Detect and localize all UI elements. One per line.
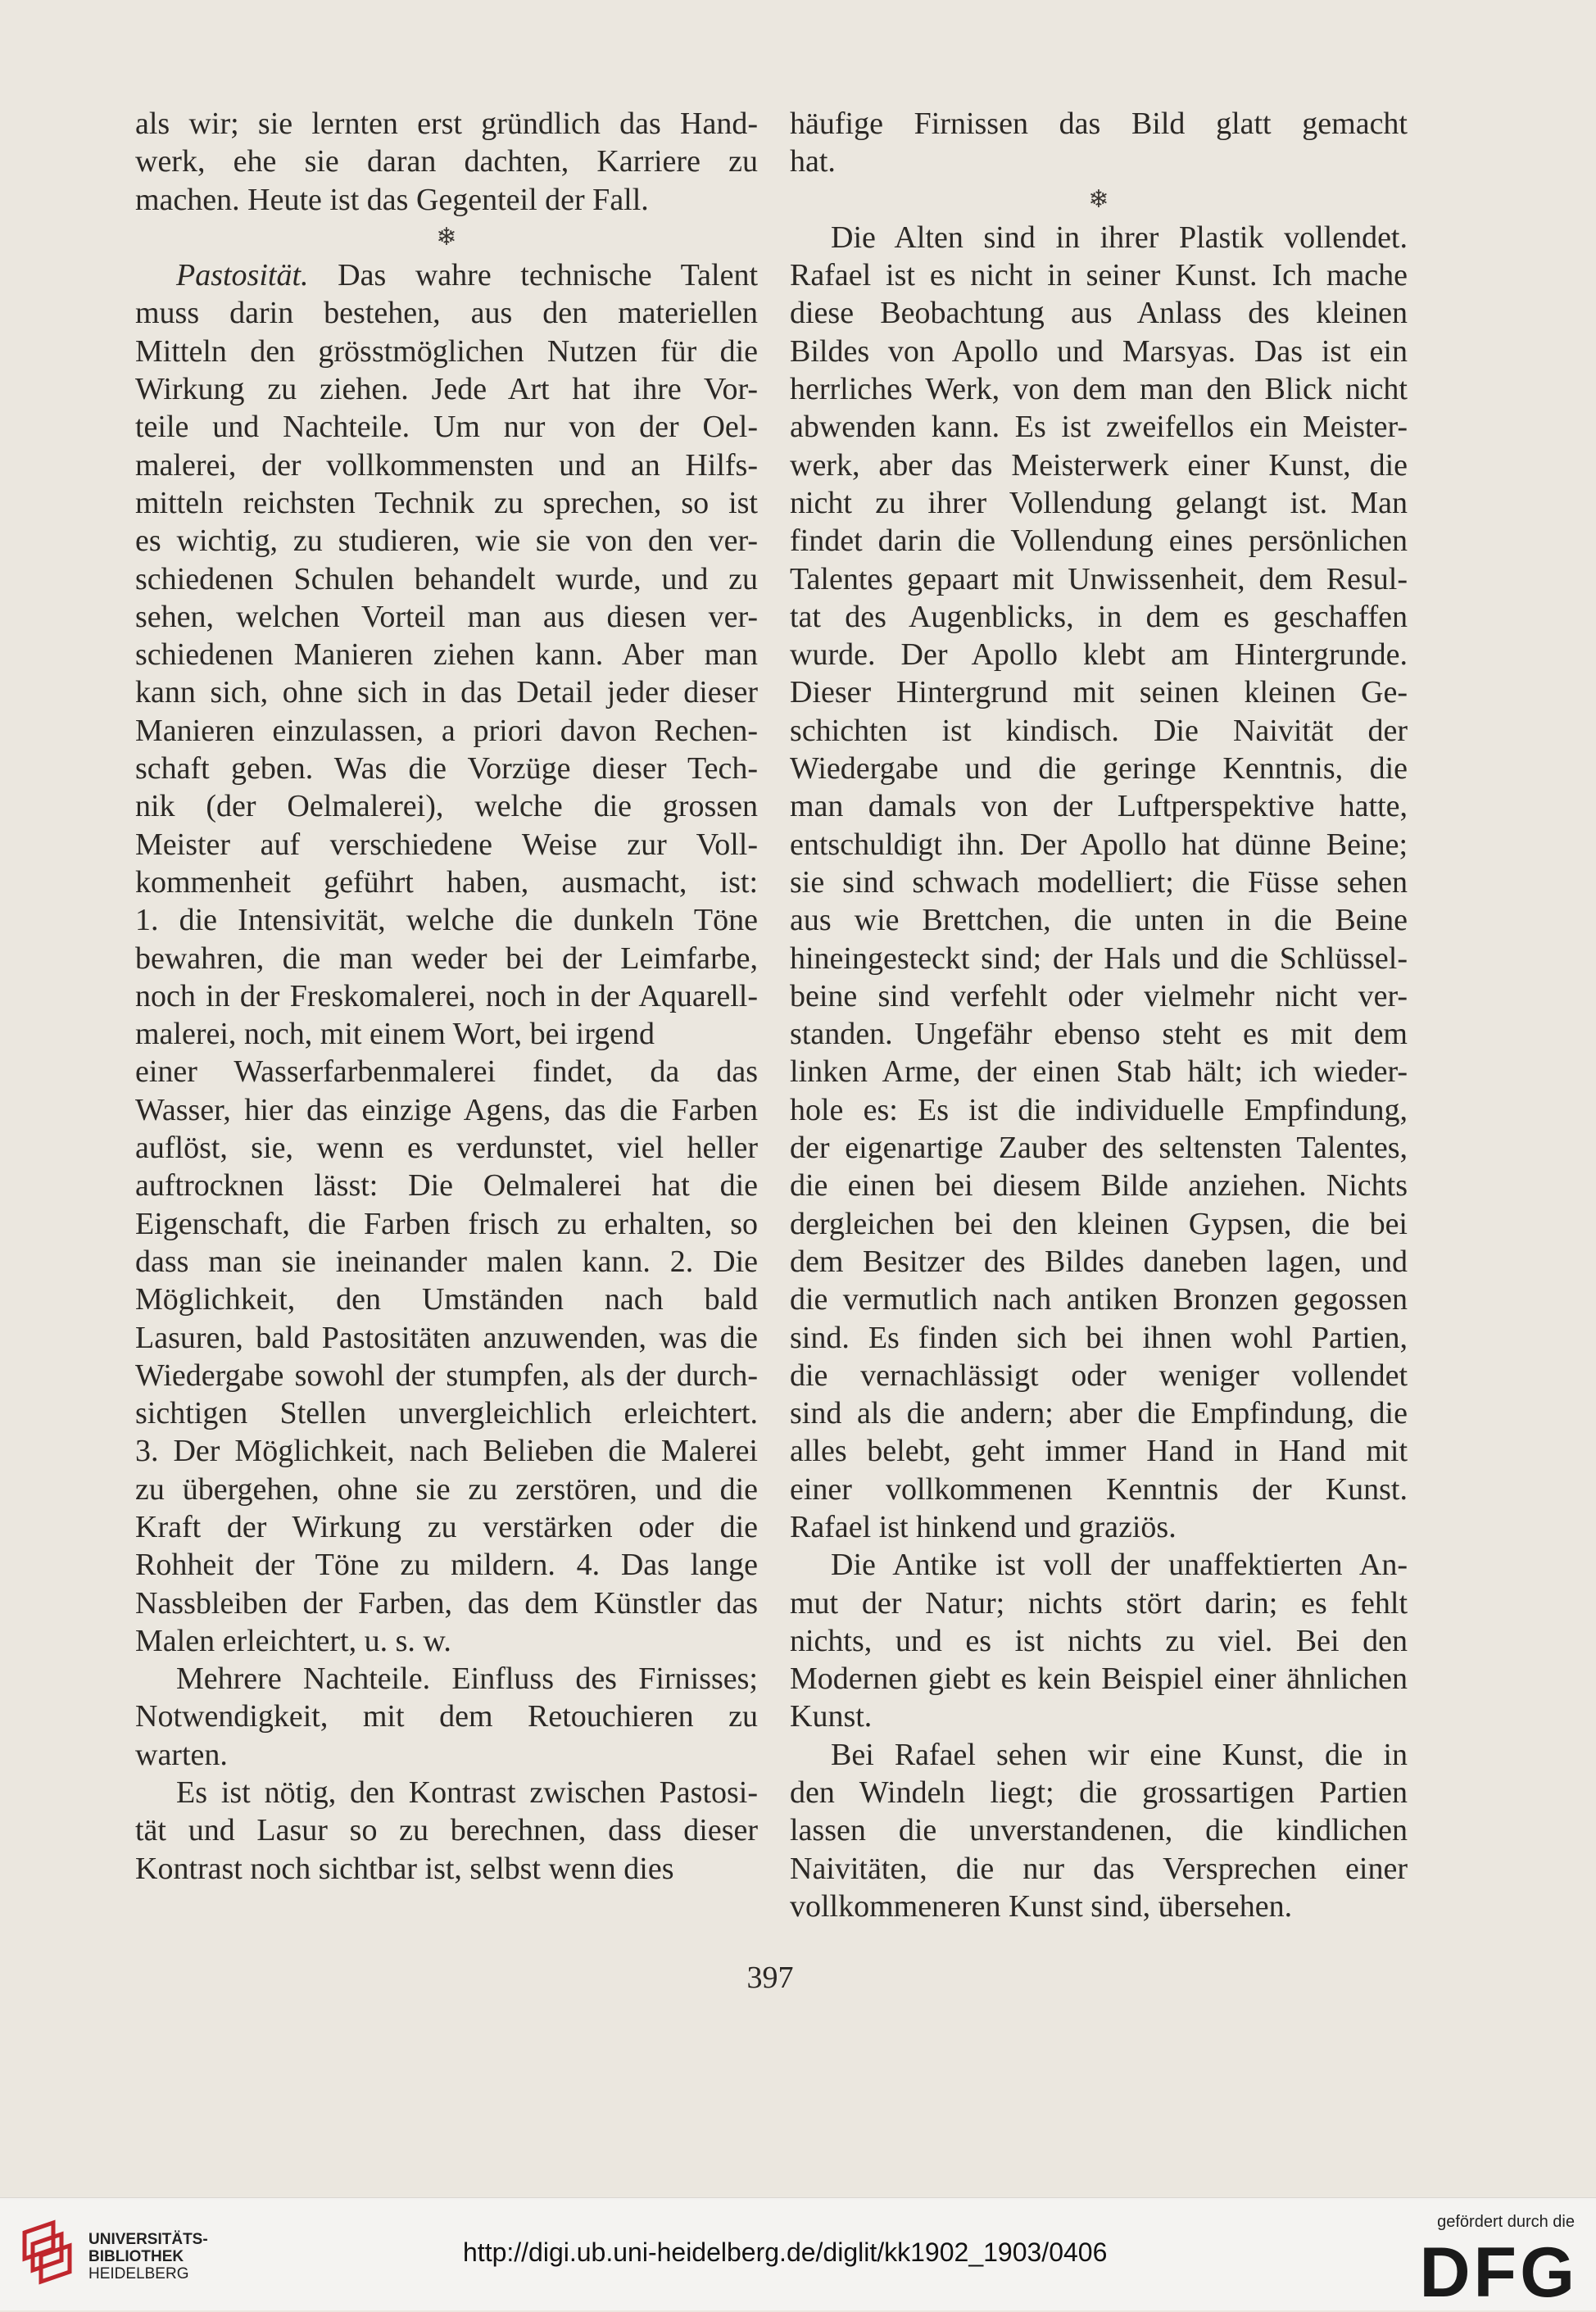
text-line: Malen erleichtert, u. s. w. bbox=[135, 1623, 451, 1658]
library-name-line2: BIBLIOTHEK bbox=[88, 2248, 184, 2265]
text-line: werk, ehe sie daran dachten, Karriere zu bbox=[135, 144, 758, 179]
text-line: abwenden kann. Es ist zweifellos ein Meister- bbox=[790, 410, 1408, 445]
library-name bbox=[88, 2231, 208, 2283]
text-line: malerei, noch, mit einem Wort, bei irgend bbox=[135, 1017, 655, 1052]
text-line: schiedenen Schulen behandelt wurde, und zu bbox=[135, 561, 758, 596]
text-line: sind. Es finden sich bei ihnen wohl Partien, bbox=[790, 1320, 1408, 1355]
text-line: Mehrere Nachteile. Einfluss des Firnisses; bbox=[176, 1661, 758, 1697]
library-name-line1: UNIVERSITÄTS- bbox=[88, 2231, 208, 2248]
text-line: hole es: Es ist die individuelle Empfindung, bbox=[790, 1092, 1408, 1127]
text-line: es wichtig, zu studieren, wie sie von den ver- bbox=[135, 524, 758, 559]
text-line: Bildes von Apollo und Marsyas. Das ist ein bbox=[790, 333, 1408, 369]
text-line: häufige Firnissen das Bild glatt gemacht bbox=[790, 107, 1408, 141]
funder-label: gefördert durch die bbox=[1437, 2213, 1575, 2231]
text-line: die einen bei diesem Bilde anziehen. Nichts bbox=[790, 1168, 1408, 1204]
text-line: lassen die unverstandenen, die kindlichen bbox=[790, 1813, 1408, 1848]
ornament-icon: ❄ bbox=[436, 223, 457, 251]
text-line: warten. bbox=[135, 1737, 228, 1772]
text-line: Talentes gepaart mit Unwissenheit, dem Resul- bbox=[790, 561, 1408, 596]
text-line: alles belebt, geht immer Hand in Hand mit bbox=[790, 1434, 1408, 1469]
text-line: Wirkung zu ziehen. Jede Art hat ihre Vor- bbox=[135, 372, 758, 407]
text-line: Wiedergabe und die geringe Kenntnis, die bbox=[790, 751, 1408, 787]
text-line: einer Wasserfarbenmalerei findet, da das bbox=[135, 1054, 758, 1090]
text-line: den Windeln liegt; die grossartigen Partien bbox=[790, 1775, 1408, 1811]
text-line: schaft geben. Was die Vorzüge dieser Tech- bbox=[135, 751, 758, 787]
text-line: der eigenartige Zauber des seltensten Talentes, bbox=[790, 1131, 1408, 1166]
text-line: vollkommeneren Kunst sind, übersehen. bbox=[790, 1888, 1293, 1924]
text-line: bewahren, die man weder bei der Leimfarbe, bbox=[135, 941, 758, 976]
text-line: nichts, und es ist nichts zu viel. Bei den bbox=[790, 1623, 1408, 1658]
text-line: man damals von der Luftperspektive hatte, bbox=[790, 789, 1408, 824]
text-line: Modernen giebt es kein Beispiel einer ähnlichen bbox=[790, 1661, 1408, 1697]
text-line: entschuldigt ihn. Der Apollo hat dünne Beine; bbox=[790, 827, 1408, 862]
text-line: 3. Der Möglichkeit, nach Belieben die Malerei bbox=[135, 1434, 758, 1469]
text-line: die vermutlich nach antiken Bronzen gegossen bbox=[790, 1282, 1408, 1317]
text-line: hat. bbox=[790, 144, 836, 179]
permalink-url[interactable]: http://digi.ub.uni-heidelberg.de/diglit/kk1902_1903/0406 bbox=[463, 2237, 1108, 2267]
text-line: schiedenen Manieren ziehen kann. Aber man bbox=[135, 637, 758, 673]
text-line: diese Beobachtung aus Anlass des kleinen bbox=[790, 296, 1408, 331]
university-library-logo-icon bbox=[16, 2216, 82, 2293]
text-line: standen. Ungefähr ebenso steht es mit dem bbox=[790, 1017, 1408, 1052]
library-name-line3: HEIDELBERG bbox=[88, 2265, 189, 2283]
text-line: linken Arme, der einen Stab hält; ich wieder- bbox=[790, 1054, 1408, 1090]
text-line: tät und Lasur so zu berechnen, dass dieser bbox=[135, 1813, 758, 1848]
text-line: mitteln reichsten Technik zu sprechen, so ist bbox=[135, 485, 758, 520]
text-line: wurde. Der Apollo klebt am Hintergrunde. bbox=[790, 637, 1408, 673]
text-line: nik (der Oelmalerei), welche die grossen bbox=[135, 789, 758, 824]
text-line: auflöst, sie, wenn es verdunstet, viel heller bbox=[135, 1131, 758, 1166]
left-text-column bbox=[135, 105, 758, 1888]
text-line: Eigenschaft, die Farben frisch zu erhalten, so bbox=[135, 1206, 758, 1241]
text-line: Naivitäten, die nur das Versprechen einer bbox=[790, 1851, 1408, 1886]
text-line: hineingesteckt sind; der Hals und die Schlüssel- bbox=[790, 941, 1408, 976]
text-line: Wasser, hier das einzige Agens, das die Farben bbox=[135, 1092, 758, 1127]
text-line: Bei Rafael sehen wir eine Kunst, die in bbox=[831, 1737, 1408, 1772]
text-line: Mitteln den grösstmöglichen Nutzen für die bbox=[135, 333, 758, 369]
text-line: werk, aber das Meisterwerk einer Kunst, die bbox=[790, 447, 1408, 483]
text-line: mut der Natur; nichts stört darin; es fehlt bbox=[790, 1585, 1408, 1621]
text-line: kann sich, ohne sich in das Detail jeder dieser bbox=[135, 675, 758, 710]
text-line: Kunst. bbox=[790, 1699, 873, 1734]
text-line: Lasuren, bald Pastositäten anzuwenden, was die bbox=[135, 1320, 758, 1355]
text-line: als wir; sie lernten erst gründlich das Hand- bbox=[135, 107, 758, 141]
text-line: Die Antike ist voll der unaffektierten An- bbox=[831, 1548, 1408, 1583]
text-line: schichten ist kindisch. Die Naivität der bbox=[790, 713, 1408, 748]
text-line: Rafael ist es nicht in seiner Kunst. Ich mache bbox=[790, 258, 1408, 293]
text-line: dergleichen bei den kleinen Gypsen, die bei bbox=[790, 1206, 1408, 1241]
text-line: 1. die Intensivität, welche die dunkeln Töne bbox=[135, 903, 758, 938]
text-line: sichtigen Stellen unvergleichlich erleichtert. bbox=[135, 1396, 758, 1431]
text-line: tat des Augenblicks, in dem es geschaffen bbox=[790, 599, 1408, 634]
text-line: Pastosität. Das wahre technische Talent bbox=[176, 258, 758, 293]
footer-bar bbox=[0, 2197, 1596, 2310]
text-line: Möglichkeit, den Umständen nach bald bbox=[135, 1282, 758, 1317]
text-line: Kontrast noch sichtbar ist, selbst wenn dies bbox=[135, 1851, 674, 1886]
text-line: dass man sie ineinander malen kann. 2. Die bbox=[135, 1244, 758, 1279]
text-line: einer vollkommenen Kenntnis der Kunst. bbox=[790, 1471, 1408, 1507]
text-line: sie sind schwach modelliert; die Füsse sehen bbox=[790, 864, 1408, 900]
text-line: Manieren einzulassen, a priori davon Rechen- bbox=[135, 713, 758, 748]
text-line: Rohheit der Töne zu mildern. 4. Das lange bbox=[135, 1548, 758, 1583]
text-line: malerei, der vollkommensten und an Hilfs- bbox=[135, 447, 758, 483]
text-line: Rafael ist hinkend und graziös. bbox=[790, 1509, 1177, 1544]
text-line: Es ist nötig, den Kontrast zwischen Pastosi- bbox=[176, 1775, 758, 1811]
text-line: beine sind verfehlt oder vielmehr nicht ver- bbox=[790, 978, 1408, 1013]
text-line: Die Alten sind in ihrer Plastik vollendet. bbox=[831, 220, 1408, 255]
text-line: Notwendigkeit, mit dem Retouchieren zu bbox=[135, 1699, 758, 1734]
text-line: Dieser Hintergrund mit seinen kleinen Ge- bbox=[790, 675, 1408, 710]
ornament-icon: ❄ bbox=[1088, 185, 1109, 213]
text-line: Meister auf verschiedene Weise zur Voll- bbox=[135, 827, 758, 862]
text-line: nicht zu ihrer Vollendung gelangt ist. Man bbox=[790, 485, 1408, 520]
dfg-logo: DFG bbox=[1419, 2233, 1578, 2312]
text-line: kommenheit geführt haben, ausmacht, ist: bbox=[135, 864, 758, 900]
text-line: auftrocknen lässt: Die Oelmalerei hat die bbox=[135, 1168, 758, 1204]
text-line: die vernachlässigt oder weniger vollendet bbox=[790, 1358, 1408, 1393]
text-line: sind als die andern; aber die Empfindung, die bbox=[790, 1396, 1408, 1431]
text-line: Kraft der Wirkung zu verstärken oder die bbox=[135, 1509, 758, 1544]
text-line: zu übergehen, ohne sie zu zerstören, und die bbox=[135, 1471, 758, 1507]
text-line: Nassbleiben der Farben, das dem Künstler das bbox=[135, 1585, 758, 1621]
text-line: dem Besitzer des Bildes daneben lagen, und bbox=[790, 1244, 1408, 1279]
page-number: 397 bbox=[746, 1961, 794, 1995]
text-line: Wiedergabe sowohl der stumpfen, als der durch- bbox=[135, 1358, 758, 1393]
italic-lead: Pastosität. bbox=[176, 258, 309, 293]
text-line: sehen, welchen Vorteil man aus diesen ver- bbox=[135, 599, 758, 634]
text-line: teile und Nachteile. Um nur von der Oel- bbox=[135, 410, 758, 445]
text-line: aus wie Brettchen, die unten in die Beine bbox=[790, 903, 1408, 938]
right-text-column bbox=[790, 105, 1408, 1925]
text-line: machen. Heute ist das Gegenteil der Fall. bbox=[135, 182, 649, 217]
text-line: herrliches Werk, von dem man den Blick nicht bbox=[790, 372, 1408, 407]
text-line: findet darin die Vollendung eines persönlichen bbox=[790, 524, 1408, 559]
text-line: noch in der Freskomalerei, noch in der Aquarell- bbox=[135, 978, 758, 1013]
text-line: muss darin bestehen, aus den materiellen bbox=[135, 296, 758, 331]
